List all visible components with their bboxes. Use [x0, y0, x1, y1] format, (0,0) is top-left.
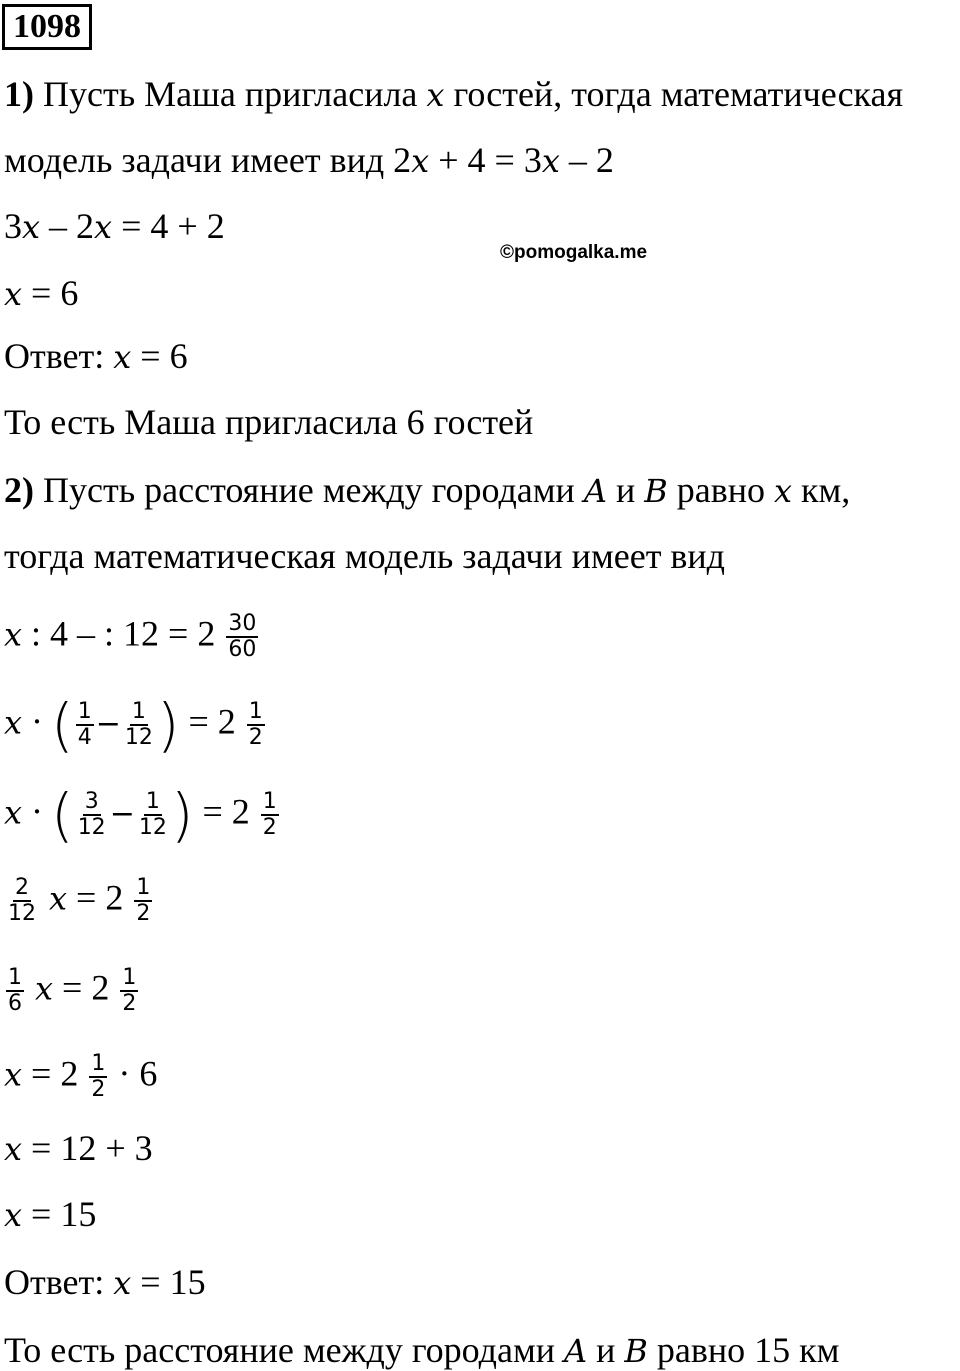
part1-line1: 1) Пусть Маша пригласила x гостей, тогда математическая	[4, 74, 904, 114]
part2-eq8: x = 15	[4, 1194, 97, 1234]
part1-answer: Ответ: x = 6	[4, 336, 188, 376]
part2-eq1: x : 4 – : 12 = 2 $\frac{30}{60}$	[4, 611, 257, 662]
part2-conclusion: То есть расстояние между городами A и B равно 15 км	[4, 1330, 840, 1370]
part1-label: 1)	[4, 74, 34, 114]
fraction: $\frac{30}{60}$	[228, 611, 257, 662]
part2-line1: 2) Пусть расстояние между городами A и B равно x км,	[4, 470, 851, 510]
part2-eq2: x · ( $\frac{1}{4}$ − $\frac{1}{12}$ ) = 2 $\frac{1}{2}$	[4, 691, 263, 759]
problem-number: 1098	[2, 4, 92, 50]
part2-eq7: x = 12 + 3	[4, 1128, 153, 1168]
part2-eq4: $\frac{2}{12}$ x = 2 $\frac{1}{2}$	[8, 875, 151, 926]
part1-eq1: 3x – 2x = 4 + 2	[4, 206, 225, 246]
part2-eq3: x · ( $\frac{3}{12}$ − $\frac{1}{12}$ ) = 2 $\frac{1}{2}$	[4, 781, 277, 849]
part2-answer: Ответ: x = 15	[4, 1262, 206, 1302]
watermark: ©pomogalka.me	[500, 242, 648, 263]
part1-eq2: x = 6	[4, 273, 79, 313]
part1-line2: модель задачи имеет вид 2x + 4 = 3x – 2	[4, 140, 614, 180]
part2-label: 2)	[4, 470, 34, 510]
part1-conclusion: То есть Маша пригласила 6 гостей	[4, 402, 534, 442]
part2-eq5: $\frac{1}{6}$ x = 2 $\frac{1}{2}$	[8, 965, 137, 1016]
part2-eq6: x = 2 $\frac{1}{2}$ · 6	[4, 1051, 158, 1102]
part2-line2: тогда математическая модель задачи имеет вид	[4, 536, 726, 576]
